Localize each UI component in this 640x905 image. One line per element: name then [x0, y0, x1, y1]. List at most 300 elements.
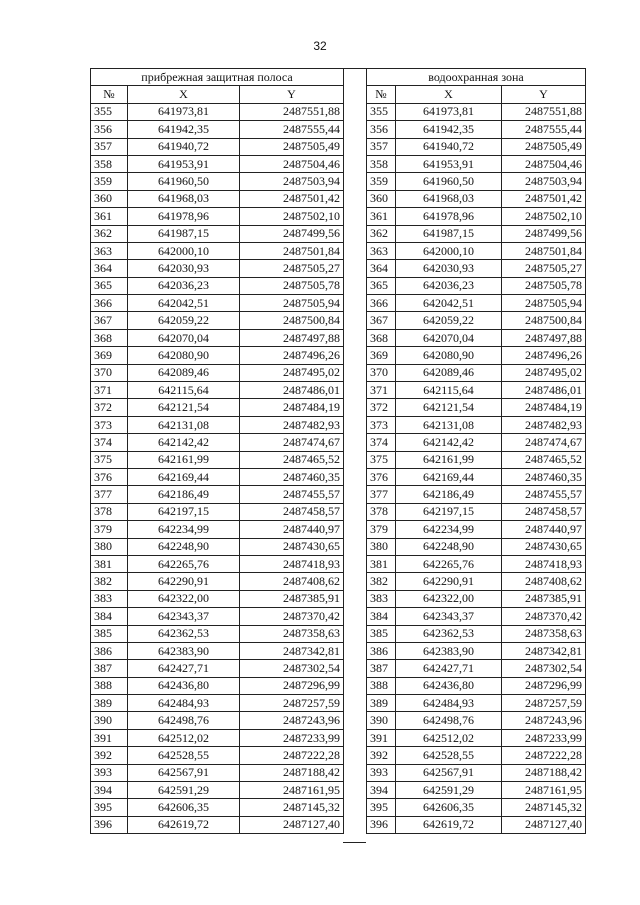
y-coordinate-cell: 2487495,02	[502, 364, 586, 381]
table-row	[91, 625, 344, 642]
x-coordinate-cell: 642512,02	[128, 729, 240, 746]
table-row	[91, 695, 344, 712]
y-coordinate-cell: 2487497,88	[240, 329, 344, 346]
x-coordinate-cell: 642197,15	[396, 503, 502, 520]
point-number-cell: 358	[91, 155, 128, 172]
y-coordinate-cell: 2487482,93	[240, 416, 344, 433]
table-row	[367, 590, 586, 607]
table-row	[367, 486, 586, 503]
y-coordinate-cell: 2487408,62	[502, 573, 586, 590]
point-number-cell: 385	[367, 625, 396, 642]
y-coordinate-cell: 2487257,59	[240, 695, 344, 712]
table-row	[91, 608, 344, 625]
y-coordinate-cell: 2487555,44	[240, 121, 344, 138]
point-number-cell: 369	[367, 347, 396, 364]
point-number-cell: 376	[91, 468, 128, 485]
y-coordinate-cell: 2487455,57	[502, 486, 586, 503]
y-coordinate-cell: 2487551,88	[240, 103, 344, 120]
table-row	[367, 208, 586, 225]
table-row	[91, 173, 344, 190]
x-coordinate-cell: 642265,76	[396, 555, 502, 572]
point-number-cell: 368	[91, 329, 128, 346]
point-number-cell: 358	[367, 155, 396, 172]
point-number-cell: 385	[91, 625, 128, 642]
table-row	[367, 103, 586, 120]
point-number-cell: 376	[367, 468, 396, 485]
point-number-cell: 366	[91, 295, 128, 312]
x-coordinate-cell: 641973,81	[128, 103, 240, 120]
table-title-row	[91, 69, 344, 86]
y-coordinate-cell: 2487430,65	[502, 538, 586, 555]
table-row	[367, 138, 586, 155]
point-number-cell: 384	[367, 608, 396, 625]
y-coordinate-cell: 2487505,78	[502, 277, 586, 294]
y-coordinate-cell: 2487145,32	[502, 799, 586, 816]
point-number-cell: 372	[367, 399, 396, 416]
header-y: Y	[240, 86, 344, 103]
point-number-cell: 356	[91, 121, 128, 138]
table-row	[367, 521, 586, 538]
x-coordinate-cell: 642484,93	[128, 695, 240, 712]
y-coordinate-cell: 2487188,42	[502, 764, 586, 781]
point-number-cell: 364	[91, 260, 128, 277]
x-coordinate-cell: 642528,55	[396, 747, 502, 764]
x-coordinate-cell: 642000,10	[396, 242, 502, 259]
point-number-cell: 357	[91, 138, 128, 155]
table-title-row	[367, 69, 586, 86]
x-coordinate-cell: 642619,72	[396, 816, 502, 833]
y-coordinate-cell: 2487358,63	[502, 625, 586, 642]
point-number-cell: 394	[91, 782, 128, 799]
point-number-cell: 374	[367, 434, 396, 451]
x-coordinate-cell: 641960,50	[396, 173, 502, 190]
y-coordinate-cell: 2487458,57	[240, 503, 344, 520]
table-row	[367, 451, 586, 468]
x-coordinate-cell: 642265,76	[128, 555, 240, 572]
table-row	[367, 434, 586, 451]
header-number: №	[367, 86, 396, 103]
x-coordinate-cell: 642427,71	[128, 660, 240, 677]
y-coordinate-cell: 2487460,35	[502, 468, 586, 485]
y-coordinate-cell: 2487296,99	[502, 677, 586, 694]
y-coordinate-cell: 2487370,42	[240, 608, 344, 625]
y-coordinate-cell: 2487440,97	[240, 521, 344, 538]
table-row	[91, 555, 344, 572]
table-row	[91, 347, 344, 364]
point-number-cell: 369	[91, 347, 128, 364]
table-row	[367, 295, 586, 312]
y-coordinate-cell: 2487499,56	[240, 225, 344, 242]
y-coordinate-cell: 2487501,42	[240, 190, 344, 207]
x-coordinate-cell: 641953,91	[128, 155, 240, 172]
x-coordinate-cell: 642115,64	[396, 382, 502, 399]
y-coordinate-cell: 2487499,56	[502, 225, 586, 242]
point-number-cell: 363	[91, 242, 128, 259]
table-row	[91, 190, 344, 207]
x-coordinate-cell: 642436,80	[128, 677, 240, 694]
x-coordinate-cell: 642484,93	[396, 695, 502, 712]
x-coordinate-cell: 641953,91	[396, 155, 502, 172]
table-row	[367, 816, 586, 833]
x-coordinate-cell: 642131,08	[396, 416, 502, 433]
point-number-cell: 359	[367, 173, 396, 190]
y-coordinate-cell: 2487430,65	[240, 538, 344, 555]
point-number-cell: 373	[367, 416, 396, 433]
point-number-cell: 361	[367, 208, 396, 225]
table-row	[367, 277, 586, 294]
y-coordinate-cell: 2487418,93	[502, 555, 586, 572]
y-coordinate-cell: 2487233,99	[502, 729, 586, 746]
y-coordinate-cell: 2487458,57	[502, 503, 586, 520]
point-number-cell: 392	[367, 747, 396, 764]
point-number-cell: 362	[91, 225, 128, 242]
point-number-cell: 365	[367, 277, 396, 294]
y-coordinate-cell: 2487342,81	[240, 642, 344, 659]
y-coordinate-cell: 2487127,40	[240, 816, 344, 833]
point-number-cell: 383	[91, 590, 128, 607]
x-coordinate-cell: 642115,64	[128, 382, 240, 399]
table-row	[91, 816, 344, 833]
x-coordinate-cell: 642528,55	[128, 747, 240, 764]
x-coordinate-cell: 641968,03	[128, 190, 240, 207]
x-coordinate-cell: 642059,22	[396, 312, 502, 329]
point-number-cell: 389	[91, 695, 128, 712]
y-coordinate-cell: 2487257,59	[502, 695, 586, 712]
y-coordinate-cell: 2487358,63	[240, 625, 344, 642]
table-body	[367, 103, 586, 833]
x-coordinate-cell: 642169,44	[128, 468, 240, 485]
x-coordinate-cell: 642322,00	[128, 590, 240, 607]
x-coordinate-cell: 642070,04	[396, 329, 502, 346]
table-row	[91, 329, 344, 346]
point-number-cell: 391	[367, 729, 396, 746]
point-number-cell: 379	[367, 521, 396, 538]
table-row	[91, 764, 344, 781]
y-coordinate-cell: 2487342,81	[502, 642, 586, 659]
point-number-cell: 396	[91, 816, 128, 833]
point-number-cell: 375	[367, 451, 396, 468]
table-row	[367, 677, 586, 694]
y-coordinate-cell: 2487504,46	[240, 155, 344, 172]
y-coordinate-cell: 2487502,10	[502, 208, 586, 225]
x-coordinate-cell: 642121,54	[128, 399, 240, 416]
x-coordinate-cell: 642343,37	[128, 608, 240, 625]
x-coordinate-cell: 642080,90	[396, 347, 502, 364]
table-row	[367, 416, 586, 433]
y-coordinate-cell: 2487465,52	[502, 451, 586, 468]
table-row	[367, 608, 586, 625]
point-number-cell: 395	[91, 799, 128, 816]
point-number-cell: 388	[367, 677, 396, 694]
table-row	[91, 451, 344, 468]
table-row	[367, 660, 586, 677]
table-header-row	[367, 86, 586, 103]
y-coordinate-cell: 2487500,84	[502, 312, 586, 329]
y-coordinate-cell: 2487145,32	[240, 799, 344, 816]
x-coordinate-cell: 642042,51	[396, 295, 502, 312]
point-number-cell: 382	[91, 573, 128, 590]
y-coordinate-cell: 2487127,40	[502, 816, 586, 833]
point-number-cell: 379	[91, 521, 128, 538]
x-coordinate-cell: 642606,35	[128, 799, 240, 816]
y-coordinate-cell: 2487505,27	[502, 260, 586, 277]
table-row	[91, 260, 344, 277]
table-row	[91, 295, 344, 312]
x-coordinate-cell: 642383,90	[396, 642, 502, 659]
table-row	[367, 782, 586, 799]
point-number-cell: 384	[91, 608, 128, 625]
x-coordinate-cell: 642290,91	[128, 573, 240, 590]
table-row	[367, 712, 586, 729]
y-coordinate-cell: 2487188,42	[240, 764, 344, 781]
x-coordinate-cell: 642186,49	[396, 486, 502, 503]
x-coordinate-cell: 642070,04	[128, 329, 240, 346]
point-number-cell: 380	[91, 538, 128, 555]
table-row	[367, 173, 586, 190]
y-coordinate-cell: 2487222,28	[502, 747, 586, 764]
table-row	[367, 190, 586, 207]
x-coordinate-cell: 642197,15	[128, 503, 240, 520]
x-coordinate-cell: 642030,93	[128, 260, 240, 277]
x-coordinate-cell: 642383,90	[128, 642, 240, 659]
x-coordinate-cell: 641940,72	[128, 138, 240, 155]
x-coordinate-cell: 642606,35	[396, 799, 502, 816]
point-number-cell: 361	[91, 208, 128, 225]
table-row	[91, 468, 344, 485]
x-coordinate-cell: 642248,90	[128, 538, 240, 555]
y-coordinate-cell: 2487502,10	[240, 208, 344, 225]
point-number-cell: 386	[91, 642, 128, 659]
x-coordinate-cell: 642512,02	[396, 729, 502, 746]
table-row	[91, 503, 344, 520]
x-coordinate-cell: 641978,96	[128, 208, 240, 225]
point-number-cell: 393	[367, 764, 396, 781]
table-row	[367, 503, 586, 520]
point-number-cell: 373	[91, 416, 128, 433]
y-coordinate-cell: 2487496,26	[502, 347, 586, 364]
point-number-cell: 372	[91, 399, 128, 416]
table-header-row	[91, 86, 344, 103]
x-coordinate-cell: 642042,51	[128, 295, 240, 312]
x-coordinate-cell: 642036,23	[396, 277, 502, 294]
table-row	[91, 138, 344, 155]
table-row	[91, 382, 344, 399]
y-coordinate-cell: 2487484,19	[240, 399, 344, 416]
x-coordinate-cell: 641942,35	[396, 121, 502, 138]
point-number-cell: 365	[91, 277, 128, 294]
table-row	[91, 782, 344, 799]
table-row	[91, 642, 344, 659]
y-coordinate-cell: 2487418,93	[240, 555, 344, 572]
point-number-cell: 390	[367, 712, 396, 729]
y-coordinate-cell: 2487505,78	[240, 277, 344, 294]
water-protection-zone-table	[366, 68, 586, 834]
table-row	[91, 799, 344, 816]
x-coordinate-cell: 641973,81	[396, 103, 502, 120]
x-coordinate-cell: 641940,72	[396, 138, 502, 155]
x-coordinate-cell: 642498,76	[128, 712, 240, 729]
table-row	[91, 747, 344, 764]
header-x: X	[128, 86, 240, 103]
table-row	[367, 155, 586, 172]
x-coordinate-cell: 642080,90	[128, 347, 240, 364]
y-coordinate-cell: 2487161,95	[502, 782, 586, 799]
x-coordinate-cell: 641942,35	[128, 121, 240, 138]
point-number-cell: 378	[367, 503, 396, 520]
point-number-cell: 383	[367, 590, 396, 607]
header-x: X	[396, 86, 502, 103]
y-coordinate-cell: 2487370,42	[502, 608, 586, 625]
table-row	[91, 590, 344, 607]
table-row	[91, 399, 344, 416]
y-coordinate-cell: 2487474,67	[240, 434, 344, 451]
y-coordinate-cell: 2487161,95	[240, 782, 344, 799]
x-coordinate-cell: 641968,03	[396, 190, 502, 207]
x-coordinate-cell: 642234,99	[396, 521, 502, 538]
table-row	[91, 434, 344, 451]
point-number-cell: 388	[91, 677, 128, 694]
table-row	[91, 208, 344, 225]
y-coordinate-cell: 2487551,88	[502, 103, 586, 120]
table-row	[91, 486, 344, 503]
table-row	[367, 364, 586, 381]
table-row	[367, 625, 586, 642]
x-coordinate-cell: 641978,96	[396, 208, 502, 225]
point-number-cell: 371	[367, 382, 396, 399]
x-coordinate-cell: 641987,15	[396, 225, 502, 242]
table-row	[91, 521, 344, 538]
point-number-cell: 387	[367, 660, 396, 677]
y-coordinate-cell: 2487385,91	[240, 590, 344, 607]
x-coordinate-cell: 642169,44	[396, 468, 502, 485]
table-row	[367, 729, 586, 746]
x-coordinate-cell: 642161,99	[128, 451, 240, 468]
y-coordinate-cell: 2487505,49	[502, 138, 586, 155]
y-coordinate-cell: 2487501,84	[502, 242, 586, 259]
table-row	[91, 312, 344, 329]
x-coordinate-cell: 642427,71	[396, 660, 502, 677]
point-number-cell: 389	[367, 695, 396, 712]
x-coordinate-cell: 642362,53	[128, 625, 240, 642]
table-row	[367, 312, 586, 329]
y-coordinate-cell: 2487505,94	[240, 295, 344, 312]
x-coordinate-cell: 642290,91	[396, 573, 502, 590]
table-row	[91, 573, 344, 590]
x-coordinate-cell: 642000,10	[128, 242, 240, 259]
table-row	[367, 468, 586, 485]
table-row	[367, 225, 586, 242]
y-coordinate-cell: 2487482,93	[502, 416, 586, 433]
table-row	[367, 573, 586, 590]
coastal-protection-strip-table	[90, 68, 344, 834]
table-row	[91, 242, 344, 259]
table-row	[367, 329, 586, 346]
y-coordinate-cell: 2487503,94	[502, 173, 586, 190]
point-number-cell: 362	[367, 225, 396, 242]
point-number-cell: 368	[367, 329, 396, 346]
point-number-cell: 355	[91, 103, 128, 120]
x-coordinate-cell: 642142,42	[128, 434, 240, 451]
point-number-cell: 374	[91, 434, 128, 451]
y-coordinate-cell: 2487501,42	[502, 190, 586, 207]
x-coordinate-cell: 642234,99	[128, 521, 240, 538]
point-number-cell: 377	[367, 486, 396, 503]
table-row	[367, 555, 586, 572]
y-coordinate-cell: 2487501,84	[240, 242, 344, 259]
y-coordinate-cell: 2487302,54	[502, 660, 586, 677]
point-number-cell: 387	[91, 660, 128, 677]
table-gap	[343, 68, 366, 843]
x-coordinate-cell: 642036,23	[128, 277, 240, 294]
table-row	[367, 764, 586, 781]
point-number-cell: 381	[91, 555, 128, 572]
header-y: Y	[502, 86, 586, 103]
point-number-cell: 359	[91, 173, 128, 190]
x-coordinate-cell: 642343,37	[396, 608, 502, 625]
point-number-cell: 392	[91, 747, 128, 764]
point-number-cell: 375	[91, 451, 128, 468]
point-number-cell: 391	[91, 729, 128, 746]
table-row	[367, 242, 586, 259]
y-coordinate-cell: 2487243,96	[502, 712, 586, 729]
y-coordinate-cell: 2487504,46	[502, 155, 586, 172]
x-coordinate-cell: 642436,80	[396, 677, 502, 694]
y-coordinate-cell: 2487486,01	[502, 382, 586, 399]
table-row	[367, 799, 586, 816]
x-coordinate-cell: 642142,42	[396, 434, 502, 451]
y-coordinate-cell: 2487503,94	[240, 173, 344, 190]
point-number-cell: 390	[91, 712, 128, 729]
table-row	[91, 121, 344, 138]
y-coordinate-cell: 2487500,84	[240, 312, 344, 329]
x-coordinate-cell: 642030,93	[396, 260, 502, 277]
y-coordinate-cell: 2487440,97	[502, 521, 586, 538]
x-coordinate-cell: 642591,29	[396, 782, 502, 799]
table-row	[91, 225, 344, 242]
table-row	[367, 642, 586, 659]
point-number-cell: 355	[367, 103, 396, 120]
x-coordinate-cell: 642567,91	[128, 764, 240, 781]
y-coordinate-cell: 2487505,94	[502, 295, 586, 312]
y-coordinate-cell: 2487460,35	[240, 468, 344, 485]
y-coordinate-cell: 2487495,02	[240, 364, 344, 381]
point-number-cell: 367	[367, 312, 396, 329]
point-number-cell: 360	[91, 190, 128, 207]
y-coordinate-cell: 2487486,01	[240, 382, 344, 399]
y-coordinate-cell: 2487243,96	[240, 712, 344, 729]
y-coordinate-cell: 2487465,52	[240, 451, 344, 468]
x-coordinate-cell: 642362,53	[396, 625, 502, 642]
point-number-cell: 363	[367, 242, 396, 259]
y-coordinate-cell: 2487408,62	[240, 573, 344, 590]
table-row	[91, 538, 344, 555]
table-row	[91, 155, 344, 172]
point-number-cell: 382	[367, 573, 396, 590]
table-row	[91, 277, 344, 294]
point-number-cell: 364	[367, 260, 396, 277]
y-coordinate-cell: 2487233,99	[240, 729, 344, 746]
x-coordinate-cell: 641960,50	[128, 173, 240, 190]
table-row	[367, 538, 586, 555]
table-row	[367, 747, 586, 764]
x-coordinate-cell: 642186,49	[128, 486, 240, 503]
point-number-cell: 377	[91, 486, 128, 503]
x-coordinate-cell: 642567,91	[396, 764, 502, 781]
table-row	[91, 364, 344, 381]
x-coordinate-cell: 642591,29	[128, 782, 240, 799]
point-number-cell: 395	[367, 799, 396, 816]
table-title: водоохранная зона	[367, 69, 586, 86]
